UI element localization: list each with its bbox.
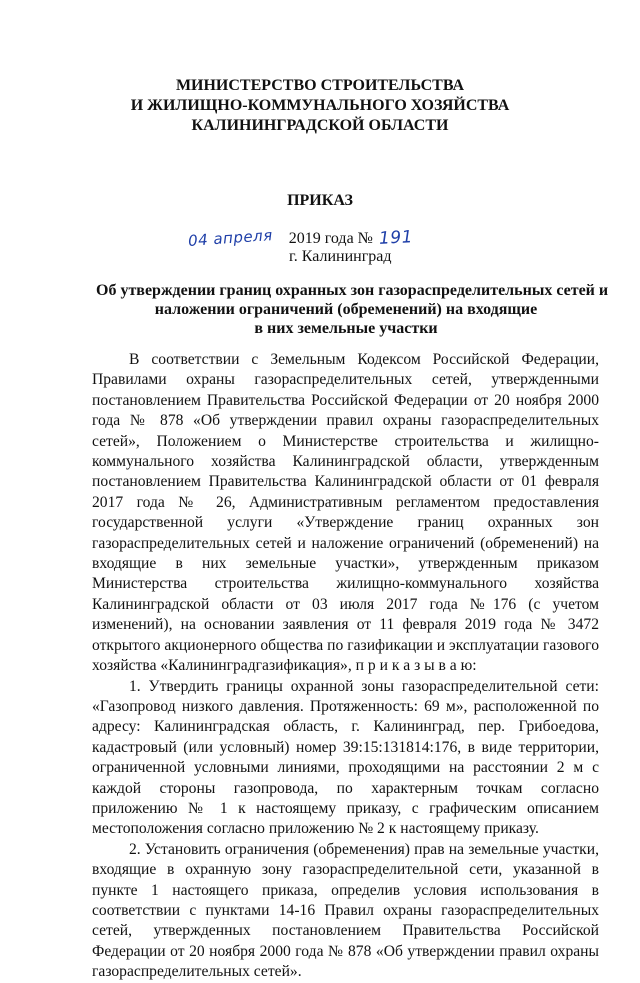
ministry-header [0,76,640,136]
body-paragraph-item-1: 1. Утвердить границы охранной зоны газораспределительной сети: «Газопровод низкого давления. Протяженность: 69 м», расположенной по адресу: Калининградская область, г. Калининград, пер. Грибоедова, кадастровый (или условный) номер 39:15:131814:176, в виде территории, ограниченной условными линиями, проходящими на расстоянии 2 м с каждой стороны газопровода, по характерным точкам согласно приложению № 1 к настоящему приказу, с графическим описанием местоположения согласно приложению № 2 к настоящему приказу. [92,677,599,838]
ministry-header-line-3: КАЛИНИНГРАДСКОЙ ОБЛАСТИ [191,117,449,134]
handwritten-order-number: 191 [378,227,414,249]
body-paragraph-preamble: В соответствии с Земельным Кодексом Российской Федерации, Правилами охраны газораспределительных сетей, утвержденными постановлением Правительства Российской Федерации от 20 ноября 2000 года № 878 «Об утверждении правил охраны газораспределительных сетей», Положением о Министерстве строительства и жилищно-коммунального хозяйства Калининградской области, утвержденным постановлением Правительства Калининградской области от 01 февраля 2017 года № 26, Административным регламентом предоставления государственной услуги «Утверждение границ охранных зон газораспределительных сетей и наложение ограничений (обременений) на входящие в них земельные участки», утвержденным приказом Министерства строительства жилищно-коммунального хозяйства Калининградской области от 03 июля 2017 года №176 (с учетом изменений), на основании заявления от 11 февраля 2019 года № 3472 открытого акционерного общества по газификации и эксплуатации газового хозяйства «Калининградгазификация», п р и к а з ы в а ю: [92,351,599,675]
order-year-text: 2019 года № [288,230,373,247]
order-subject-line-1: Об утверждении границ охранных зон газораспределительных сетей и [96,282,609,299]
order-subject [96,281,609,338]
order-title: ПРИКАЗ [287,192,353,209]
order-subject-line-2: наложении ограничений (обременений) на входящие [154,301,538,318]
ministry-header-line-1: МИНИСТЕРСТВО СТРОИТЕЛЬСТВА [175,77,465,94]
handwritten-date: 04 апреля [187,226,274,250]
order-subject-line-3: в них земельные участки [254,320,438,337]
order-city: г. Калининград [289,248,392,265]
ministry-header-line-2: И ЖИЛИЩНО-КОММУНАЛЬНОГО ХОЗЯЙСТВА [130,97,510,114]
body-paragraph-item-2: 2. Установить ограничения (обременения) прав на земельные участки, входящие в охранную зону газораспределительной сети, указанной в пункте 1 настоящего приказа, определив условия использования в соответствии с пунктами 14-16 Правил охраны газораспределительных сетей, утвержденных постановлением Правительства Российской Федерации от 20 ноября 2000 года № 878 «Об утверждении правил охраны газораспределительных сетей». [92,840,599,981]
order-body [92,350,599,983]
